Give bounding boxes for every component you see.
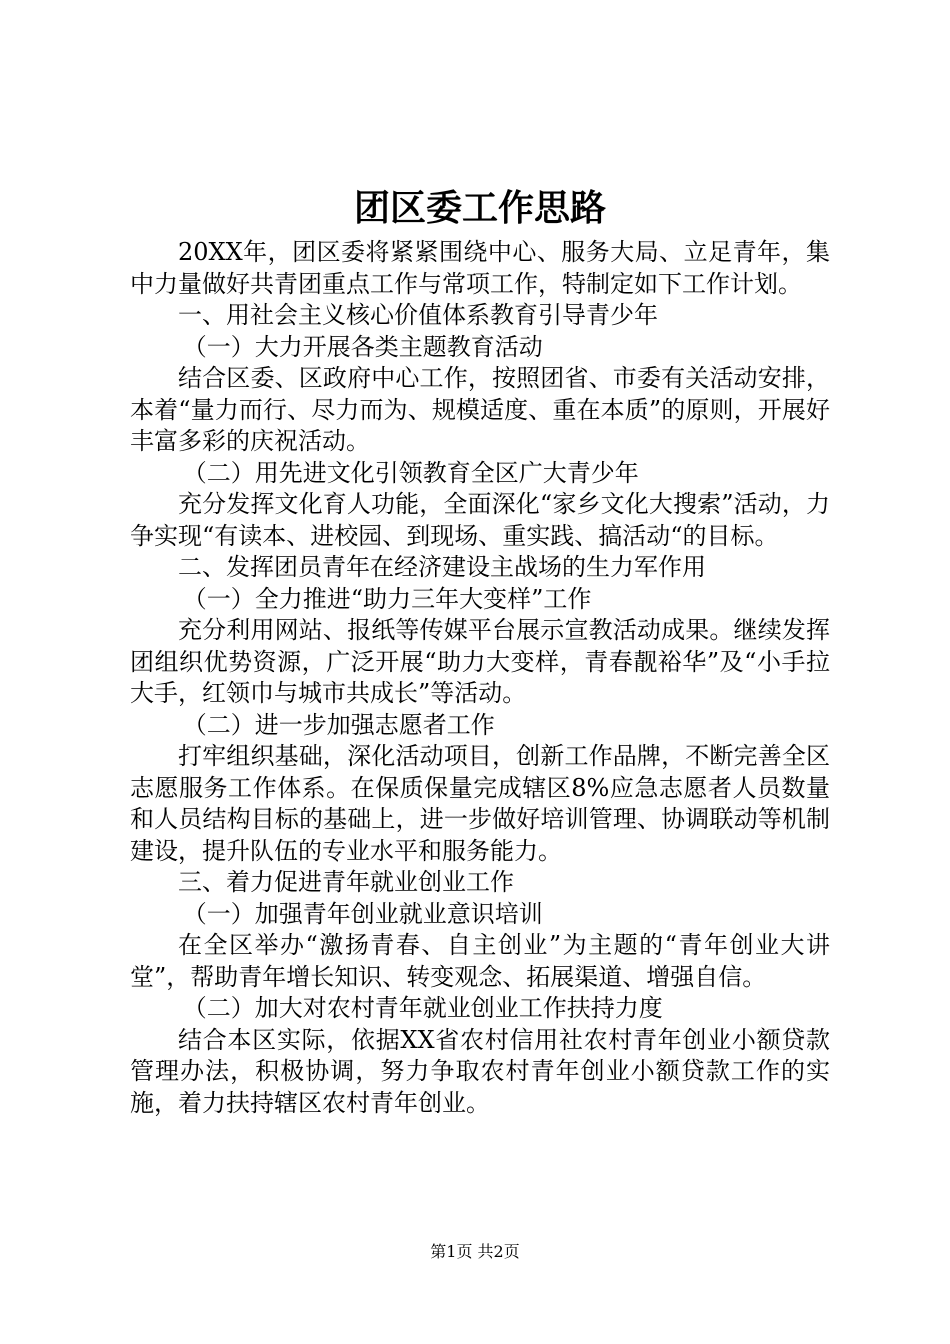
paragraph-3-1: 在全区举办“激扬青春、自主创业”为主题的“青年创业大讲堂”，帮助青年增长知识、转变观念、拓展渠道、增强自信。 <box>130 931 830 991</box>
paragraph-1-2: 充分发挥文化育人功能，全面深化“家乡文化大搜索”活动，力争实现“有读本、进校园、到现场、重实践、搞活动“的目标。 <box>130 490 830 550</box>
paragraph-intro: 20XX年，团区委将紧紧围绕中心、服务大局、立足青年，集中力量做好共青团重点工作与常项工作，特制定如下工作计划。 <box>130 238 830 298</box>
subsection-heading-1-1: （一）大力开展各类主题教育活动 <box>182 332 543 361</box>
section-heading-2: 二、发挥团员青年在经济建设主战场的生力军作用 <box>178 553 706 581</box>
subsection-heading-2-2: （二）进一步加强志愿者工作 <box>182 710 495 739</box>
paragraph-2-2: 打牢组织基础，深化活动项目，创新工作品牌，不断完善全区志愿服务工作体系。在保质保量完成辖区8%应急志愿者人员数量和人员结构目标的基础上，进一步做好培训管理、协调联动等机制建设，提升队伍的专业水平和服务能力。 <box>130 742 830 865</box>
paragraph-1-1: 结合区委、区政府中心工作，按照团省、市委有关活动安排，本着“量力而行、尽力而为、规模适度、重在本质”的原则，开展好丰富多彩的庆祝活动。 <box>130 364 830 455</box>
section-heading-3: 三、着力促进青年就业创业工作 <box>178 868 514 896</box>
subsection-heading-1-2: （二）用先进文化引领教育全区广大青少年 <box>182 458 639 487</box>
subsection-heading-3-1: （一）加强青年创业就业意识培训 <box>182 899 543 928</box>
subsection-heading-2-1: （一）全力推进“助力三年大变样”工作 <box>182 584 592 613</box>
document-body <box>130 237 830 1119</box>
page-title: 团区委工作思路 <box>353 187 606 229</box>
subsection-heading-3-2: （二）加大对农村青年就业创业工作扶持力度 <box>182 994 663 1022</box>
paragraph-2-1: 充分利用网站、报纸等传媒平台展示宣教活动成果。继续发挥团组织优势资源，广泛开展“助力大变样，青春靓裕华”及“小手拉大手，红领巾与城市共成长”等活动。 <box>130 616 830 707</box>
section-heading-1: 一、用社会主义核心价值体系教育引导青少年 <box>178 301 658 329</box>
page-number-footer: 第1页 共2页 <box>430 1242 520 1261</box>
paragraph-3-2: 结合本区实际，依据XX省农村信用社农村青年创业小额贷款管理办法，积极协调，努力争取农村青年创业小额贷款工作的实施，着力扶持辖区农村青年创业。 <box>130 1025 830 1117</box>
